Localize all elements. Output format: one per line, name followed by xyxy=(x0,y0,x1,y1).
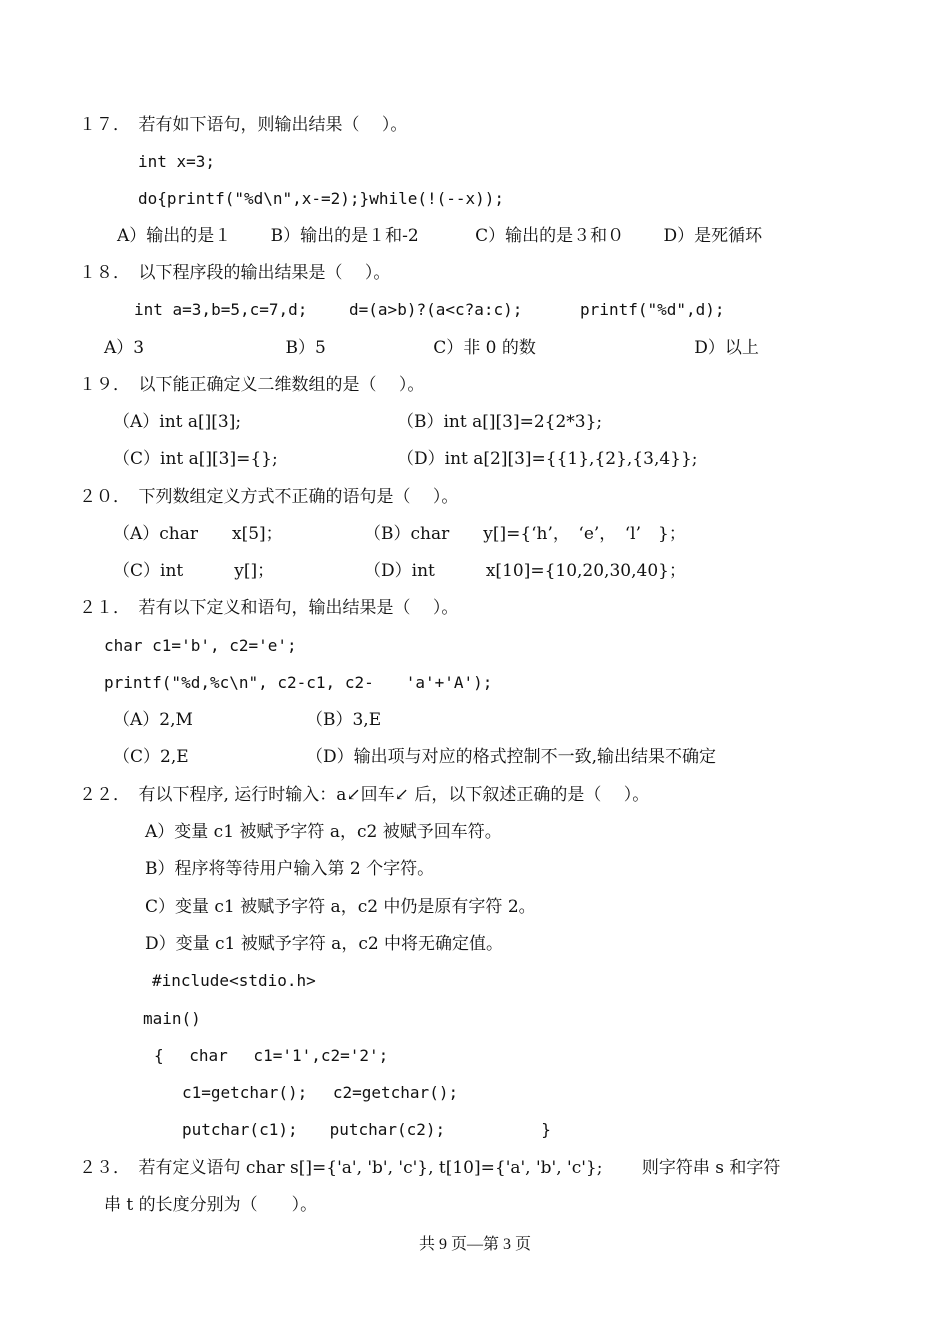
code-line: putchar(c1); putchar(c2); } xyxy=(182,1120,551,1139)
question-20 xyxy=(79,486,458,508)
code-line: char c1='b', c2='e'; xyxy=(104,636,297,655)
code-line: { char c1='1',c2='2'; xyxy=(154,1046,389,1065)
question-number: ２２． xyxy=(79,785,122,805)
answer-options: A）3 B）5 C）非 0 的数 D）以上 xyxy=(104,338,759,358)
question-stem: 以下能正确定义二维数组的是（ ）。 xyxy=(138,375,425,395)
question-number: ２３． xyxy=(79,1158,122,1178)
question-stem: 下列数组定义方式不正确的语句是（ ）。 xyxy=(138,487,459,507)
question-17 xyxy=(79,114,407,136)
question-number: １９． xyxy=(79,375,122,395)
question-stem: 若有定义语句 char s[]={'a', 'b', 'c'}, t[10]={'a', 'b', 'c'}; 则字符串 s 和字符 xyxy=(138,1158,781,1178)
page-footer: 共 9 页—第 3 页 xyxy=(418,1236,531,1253)
option-a: A）变量 c1 被赋予字符 a，c2 被赋予回车符。 xyxy=(145,822,502,842)
code-line: main() xyxy=(143,1009,201,1028)
option-a: （A）int a[][3]; xyxy=(113,412,242,432)
question-22 xyxy=(79,784,649,806)
option-d: （D）int x[10]={10,20,30,40}； xyxy=(364,561,686,581)
option-c: （C）int a[][3]={}; xyxy=(113,449,278,469)
option-a: （A）char x[5]； xyxy=(113,524,283,544)
question-number: １８． xyxy=(79,263,122,283)
option-d: （D）int a[2][3]={{1},{2},{3,4}}; xyxy=(397,449,698,469)
question-18 xyxy=(79,262,390,284)
question-stem: 有以下程序, 运行时输入：a↙回车↙ 后，以下叙述正确的是（ ）。 xyxy=(138,785,650,805)
option-c: C）变量 c1 被赋予字符 a，c2 中仍是原有字符 2。 xyxy=(145,897,536,917)
option-d: D）变量 c1 被赋予字符 a，c2 中将无确定值。 xyxy=(145,934,504,954)
option-b: （B）int a[][3]=2{2*3}; xyxy=(397,412,603,432)
question-number: ２１． xyxy=(79,598,122,618)
option-c: （C）int y[]； xyxy=(113,561,275,581)
question-stem-continued: 串 t 的长度分别为（ ）。 xyxy=(104,1195,318,1215)
code-line: printf("%d,%c\n", c2-c1, c2- 'a'+'A'); xyxy=(104,673,493,692)
code-line: int a=3,b=5,c=7,d; d=(a>b)?(a<c?a:c); printf("%d",d); xyxy=(134,300,725,319)
option-b: （B）3,E xyxy=(306,710,382,730)
question-23 xyxy=(79,1157,780,1179)
code-line: c1=getchar(); c2=getchar(); xyxy=(182,1083,459,1102)
option-c: （C）2,E xyxy=(113,747,189,767)
option-b: B）程序将等待用户输入第 2 个字符。 xyxy=(145,859,435,879)
answer-options: A）输出的是１ B）输出的是１和-2 C）输出的是３和０ D）是死循环 xyxy=(117,226,763,246)
question-number: ２０． xyxy=(79,487,122,507)
question-number: １７． xyxy=(79,115,122,135)
option-b: （B）char y[]={‘h’， ‘e’， ‘l’ }； xyxy=(364,524,686,544)
question-21 xyxy=(79,597,458,619)
option-a: （A）2,M xyxy=(113,710,193,730)
question-stem: 若有如下语句，则输出结果（ ）。 xyxy=(138,115,408,135)
code-line: #include<stdio.h> xyxy=(152,971,316,990)
code-line: int x=3; xyxy=(138,152,216,171)
option-d: （D）输出项与对应的格式控制不一致,输出结果不确定 xyxy=(306,747,717,767)
question-stem: 若有以下定义和语句，输出结果是（ ）。 xyxy=(138,598,459,618)
code-line: do{printf("%d\n",x-=2);}while(!(--x)); xyxy=(138,189,505,208)
question-19 xyxy=(79,374,424,396)
question-stem: 以下程序段的输出结果是（ ）。 xyxy=(138,263,391,283)
